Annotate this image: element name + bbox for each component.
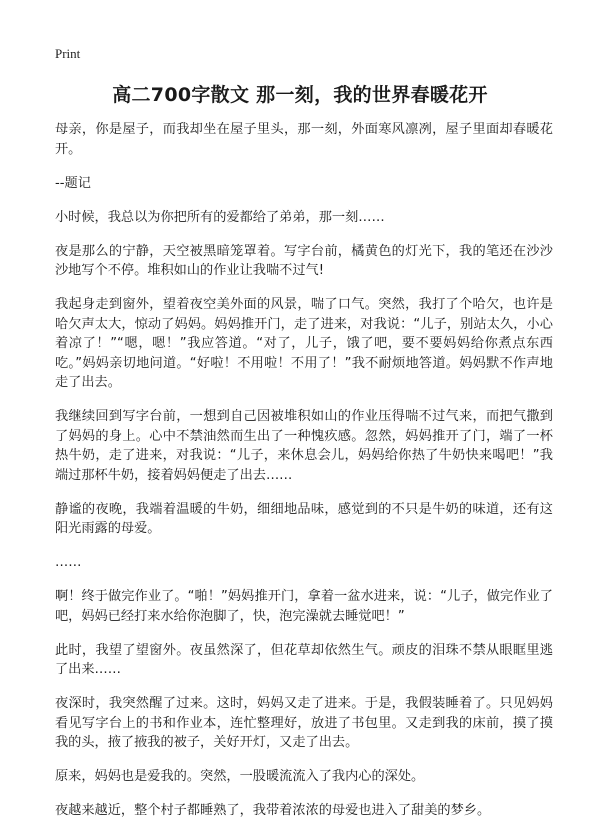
paragraph-intro: 母亲，你是屋子，而我却坐在屋子里头，那一刻，外面寒风凛冽，屋子里面却春暖花开。 <box>55 122 553 157</box>
print-link[interactable]: Print <box>55 46 81 61</box>
paragraph: 啊！终于做完作业了。“啪！”妈妈推开门，拿着一盆水进来，说：“儿子，做完作业了吧，妈妈已经打来水给你泡脚了，快，泡完澡就去睡觉吧！” <box>55 589 553 624</box>
paragraph-epigraph-label: --题记 <box>55 175 91 191</box>
paragraph: 我继续回到写字台前，一想到自己因被堆积如山的作业压得喘不过气来，而把气撒到了妈妈的身上。心中不禁油然而生出了一种愧疚感。忽然，妈妈推开了门，端了一杯热牛奶，走了进来，对我说：“儿子，来休息会儿，妈妈给你热了牛奶快来喝吧！”我端过那杯牛奶，接着妈妈便走了出去…… <box>55 409 553 483</box>
paragraph: 夜越来越近，整个村子都睡熟了，我带着浓浓的母爱也进入了甜美的梦乡。 <box>55 803 491 818</box>
paragraph: 夜深时，我突然醒了过来。这时，妈妈又走了进来。于是，我假装睡着了。只见妈妈看见写字台上的书和作业本，连忙整理好，放进了书包里。又走到我的床前，摸了摸我的头，掖了掖我的被子，关好开灯，又走了出去。 <box>55 696 553 750</box>
paragraph: 小时候，我总以为你把所有的爱都给了弟弟，那一刻…… <box>55 209 385 225</box>
paragraph: 我起身走到窗外，望着夜空美外面的风景，喘了口气。突然，我打了个哈欠，也许是哈欠声太大，惊动了妈妈。妈妈推开门，走了进来，对我说：“儿子，别站太久，小心着凉了！”“嗯，嗯！”我应答道。“对了，儿子，饿了吧，要不要妈妈给你煮点东西吃。”妈妈亲切地问道。“好啦！不用啦！不用了！”我不耐烦地答道。妈妈默不作声地走了出去。 <box>55 297 553 390</box>
article-body <box>55 120 553 835</box>
paragraph-ellipsis: …… <box>55 555 82 570</box>
article-title: 高二700字散文 那一刻，我的世界春暖花开 <box>112 84 488 106</box>
paragraph: 此时，我望了望窗外。夜虽然深了，但花草却依然生气。顽皮的泪珠不禁从眼眶里逃了出来…… <box>55 642 553 677</box>
paragraph: 原来，妈妈也是爱我的。突然，一股暖流流入了我内心的深处。 <box>55 769 425 784</box>
paragraph: 静谧的夜晚，我端着温暖的牛奶，细细地品味，感觉到的不只是牛奶的味道，还有这阳光雨露的母爱。 <box>55 501 553 536</box>
paragraph: 夜是那么的宁静，天空被黑暗笼罩着。写字台前，橘黄色的灯光下，我的笔还在沙沙沙地写个不停。堆积如山的作业让我喘不过气! <box>55 243 553 278</box>
